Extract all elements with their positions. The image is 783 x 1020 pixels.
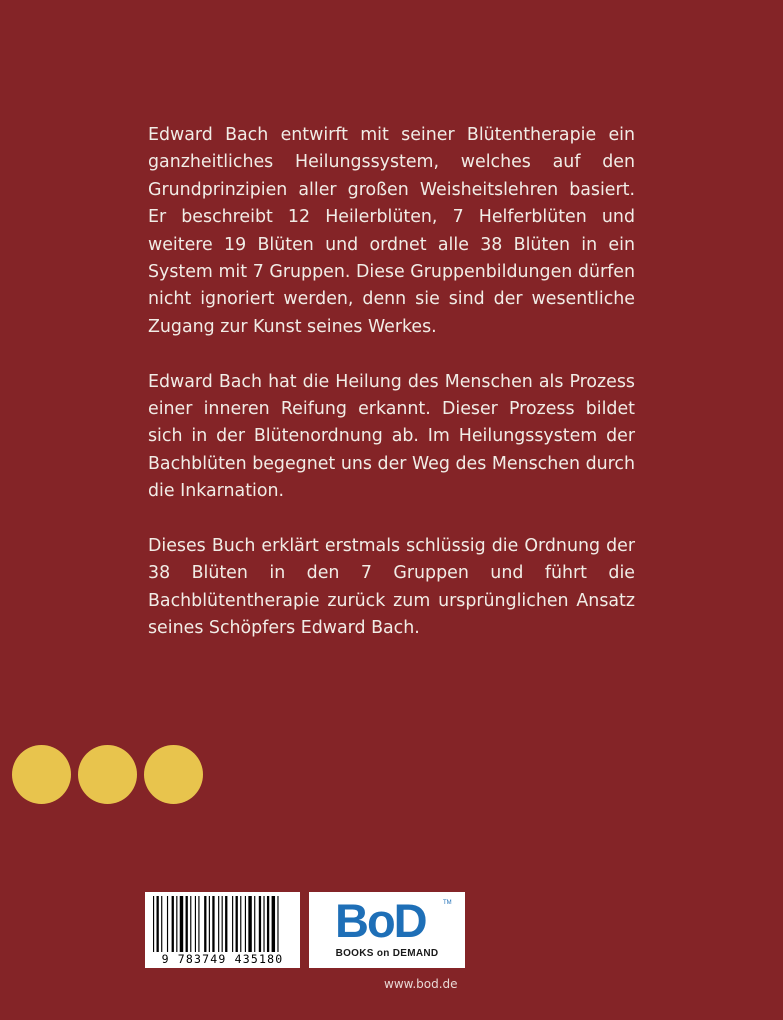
bod-logo-mark: BoD — [335, 894, 426, 947]
trademark-symbol: TM — [443, 900, 452, 906]
isbn-number: 9 783749 435180 — [161, 952, 284, 966]
decorative-dot — [78, 745, 137, 804]
decorative-dot — [144, 745, 203, 804]
publisher-website: www.bod.de — [384, 977, 458, 991]
back-cover-blurb — [148, 122, 635, 670]
publisher-logo — [309, 892, 465, 968]
decorative-dots — [12, 745, 203, 804]
blurb-paragraph-3: Dieses Buch erklärt erstmals schlüssig die Ordnung der 38 Blüten in den 7 Gruppen und führt die Bachblütentherapie zurück zum ursprünglichen Ansatz seines Schöpfers Edward Bach. — [148, 536, 635, 639]
blurb-paragraph-1: Edward Bach entwirft mit seiner Blütentherapie ein ganzheitliches Heilungssystem, welches auf den Grundprinzipien aller großen Weisheitslehren basiert. Er beschreibt 12 Heilerblüten, 7 Helferblüten und weitere 19 Blüten und ordnet alle 38 Blüten in ein System mit 7 Gruppen. Diese Gruppenbildungen dürfen nicht ignoriert werden, denn sie sind der wesentliche Zugang zur Kunst seines Werkes. — [148, 125, 635, 337]
decorative-dot — [12, 745, 71, 804]
blurb-paragraph-2: Edward Bach hat die Heilung des Menschen als Prozess einer inneren Reifung erkannt. Dieser Prozess bildet sich in der Blütenordnung ab. Im Heilungssystem der Bachblüten begegnet uns der Weg des Menschen durch die Inkarnation. — [148, 371, 635, 502]
bod-logo-subtitle: BOOKS on DEMAND — [335, 948, 439, 959]
isbn-barcode — [145, 892, 300, 968]
barcode-bars — [151, 896, 294, 952]
